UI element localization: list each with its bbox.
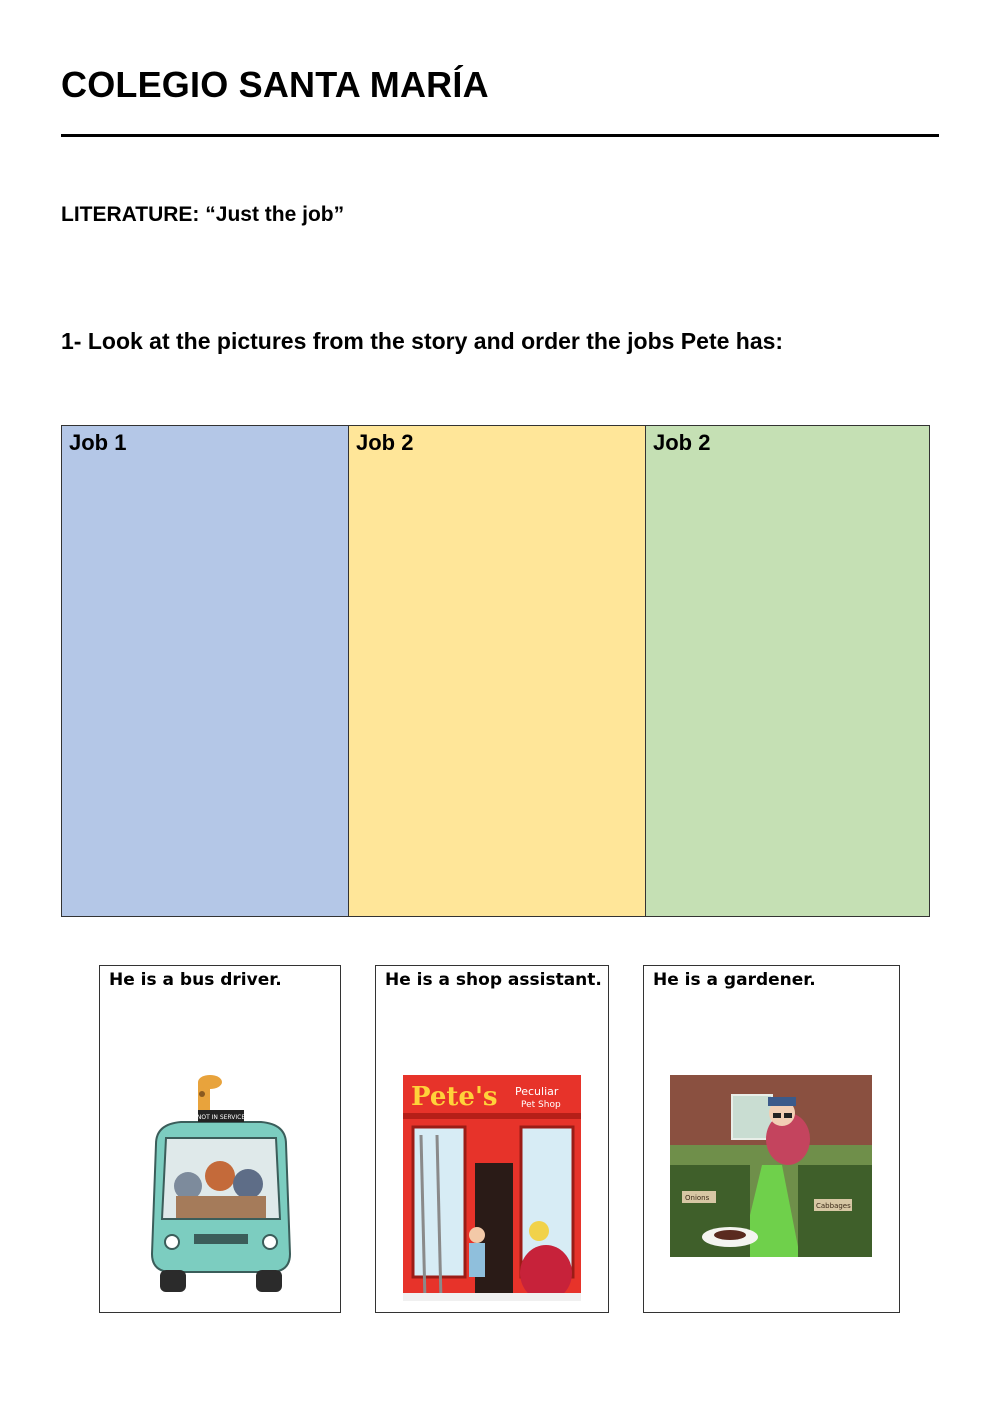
job-column-label: Job 2 — [356, 430, 414, 455]
shop-sub-text: Pet Shop — [521, 1100, 561, 1110]
job-card-gardener[interactable] — [643, 965, 900, 1313]
bus-sign-text: NOT IN SERVICE — [196, 1114, 246, 1121]
card-caption: He is a shop assistant. — [385, 970, 602, 990]
job-column-1[interactable] — [62, 426, 349, 916]
bus-illustration — [136, 1074, 306, 1302]
job-column-label: Job 1 — [69, 430, 127, 455]
school-title: COLEGIO SANTA MARÍA — [61, 64, 489, 105]
garden-sign-text: Onions — [685, 1194, 710, 1202]
card-caption: He is a bus driver. — [109, 970, 282, 990]
garden-illustration — [670, 1075, 872, 1257]
job-column-label: Job 2 — [653, 430, 711, 455]
shop-name-text: Pete's — [411, 1082, 498, 1112]
job-column-3[interactable] — [646, 426, 929, 916]
garden-sign-text: Cabbages — [816, 1202, 851, 1210]
job-card-bus-driver[interactable] — [99, 965, 341, 1313]
card-caption: He is a gardener. — [653, 970, 816, 990]
task-instruction: 1- Look at the pictures from the story and order the jobs Pete has: — [61, 328, 784, 354]
shop-sub-text: Peculiar — [515, 1085, 559, 1098]
subject-heading: LITERATURE: “Just the job” — [61, 203, 345, 226]
jobs-table — [61, 425, 930, 917]
job-column-2[interactable] — [349, 426, 646, 916]
job-card-shop-assistant[interactable] — [375, 965, 609, 1313]
pet-shop-illustration — [403, 1075, 581, 1301]
header-divider — [61, 134, 939, 137]
